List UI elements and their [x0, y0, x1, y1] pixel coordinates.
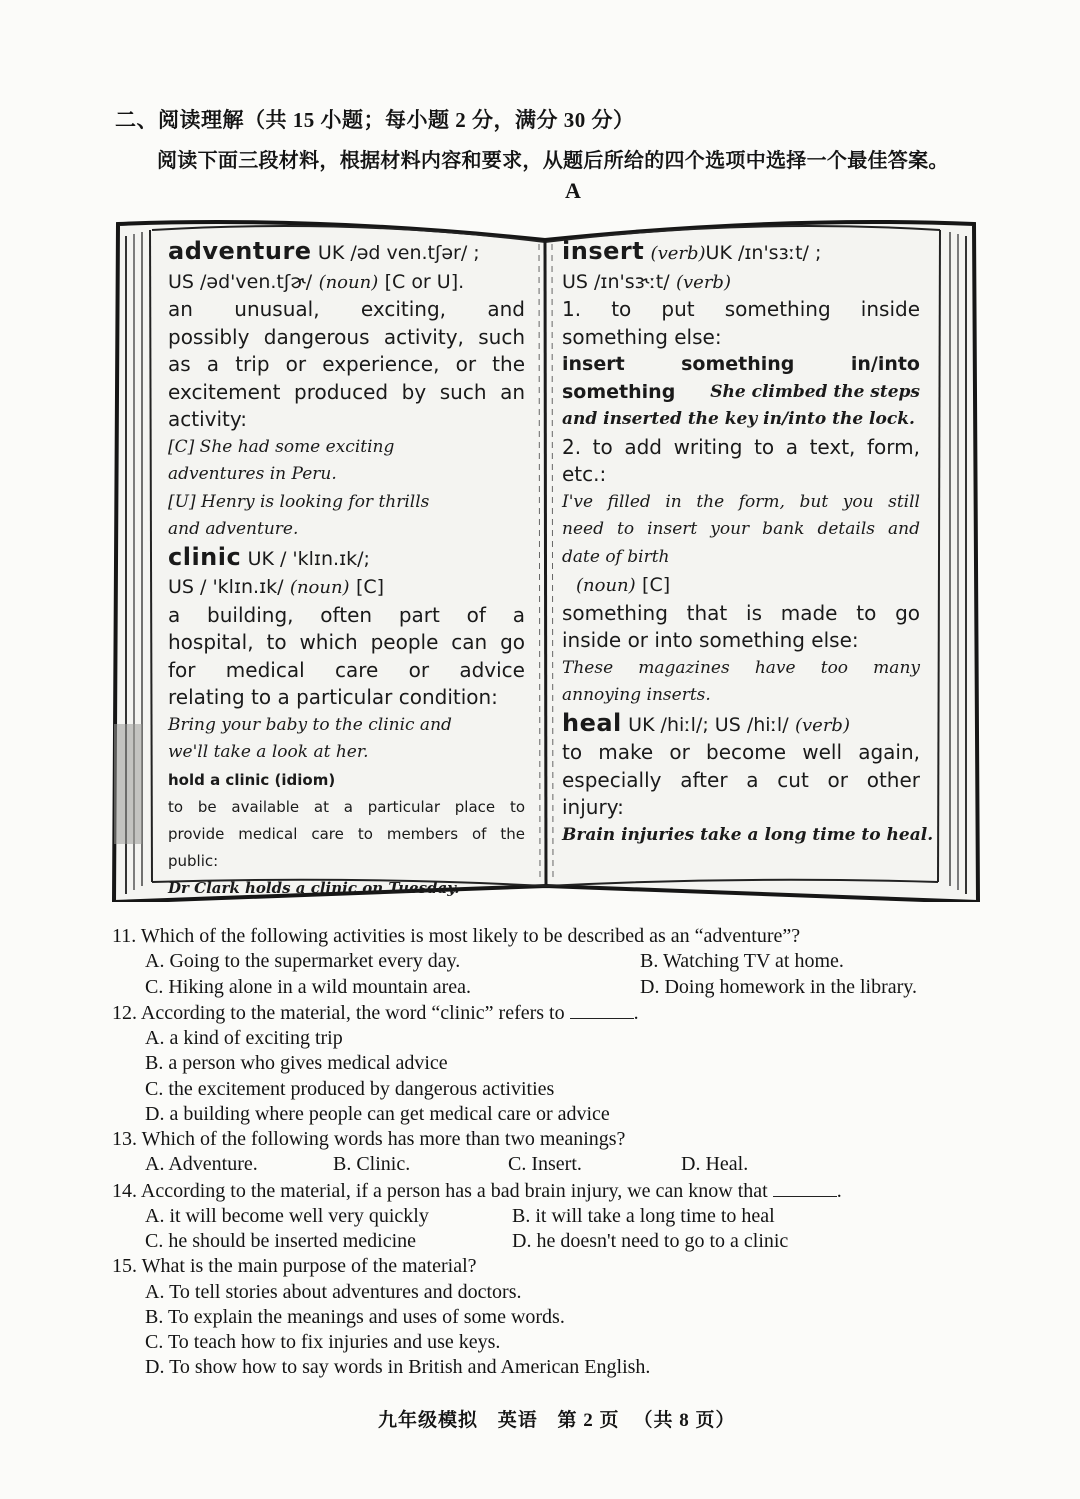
adventure-pos: (noun): [318, 271, 379, 293]
heal-example: Brain injuries take a long time to heal.: [562, 824, 934, 845]
question-stem-line: [112, 1000, 972, 1026]
option: C. he should be inserted medicine: [145, 1230, 417, 1253]
option: D. Doing homework in the library.: [640, 975, 917, 998]
option: A. To tell stories about adventures and doctors.: [145, 1280, 522, 1303]
adventure-example: and adventure.: [168, 519, 299, 539]
option: D. a building where people can get medical care or advice: [145, 1102, 610, 1125]
insert-sense-2: etc.:: [562, 462, 607, 486]
headword-adventure: adventure: [168, 237, 312, 265]
question-list: [112, 924, 972, 1381]
footer-grade: 九年级模拟: [378, 1410, 479, 1431]
insert-sense-2-example: I've filled in the form, but you still: [562, 491, 920, 512]
question-stem: 12. According to the material, the word “clinic” refers to: [112, 1001, 565, 1024]
insert-phrase-line: [562, 379, 920, 407]
insert-phrase-example: and inserted the key in/into the lock.: [562, 409, 915, 429]
insert-phrase-example: She climbed the steps: [710, 381, 920, 402]
insert-noun-line: [562, 571, 920, 600]
option: A. Going to the supermarket every day.: [145, 950, 461, 973]
clinic-definition: hospital, to which people can go: [168, 630, 525, 654]
clinic-us-pron: US / 'klɪn.ɪk/: [168, 576, 284, 598]
adventure-definition: possibly dangerous activity, such: [168, 324, 525, 349]
adventure-definition: as a trip or experience, or the: [168, 352, 525, 376]
question-stem: 13. Which of the following words has more than two meanings?: [112, 1128, 626, 1151]
clinic-grammar: [C]: [355, 576, 385, 598]
section-title: 二、阅读理解（共 15 小题；每小题 2 分，满分 30 分）: [115, 108, 635, 132]
option: D. To show how to say words in British and American English.: [145, 1356, 651, 1379]
entry-heal-header: [562, 710, 920, 740]
dictionary-left-page: [168, 238, 525, 902]
insert-pos: (verb): [650, 243, 706, 264]
clinic-pos: (noun): [289, 577, 350, 598]
heal-pron: UK /hiːl/; US /hiːl/: [628, 713, 789, 736]
insert-noun-example: These magazines have too many: [562, 657, 920, 678]
heal-pos: (verb): [794, 714, 850, 736]
section-instructions: 阅读下面三段材料，根据材料内容和要求，从题后所给的四个选项中选择一个最佳答案。: [157, 150, 949, 172]
clinic-idiom: hold a clinic (idiom): [168, 770, 336, 789]
clinic-example: we'll take a look at her.: [168, 742, 369, 762]
insert-sense-2: 2. to add writing to a text, form,: [562, 434, 920, 459]
option: B. To explain the meanings and uses of some words.: [145, 1306, 565, 1329]
adventure-uk-pron: UK /əd ven.tʃər/ ;: [317, 242, 480, 264]
question-stem-end: .: [836, 1179, 842, 1202]
entry-insert-header: [562, 238, 920, 268]
insert-pos-verb: (verb): [675, 271, 731, 293]
dictionary-right-page: [562, 237, 934, 849]
adventure-us-line: [168, 268, 525, 297]
insert-phrase: insert something in/into: [562, 353, 920, 375]
option: C. To teach how to fix injuries and use keys.: [145, 1331, 501, 1354]
entry-adventure-header: [168, 238, 525, 268]
adventure-definition: excitement produced by such an: [168, 379, 525, 404]
clinic-us-line: [168, 573, 525, 602]
footer-total-pages: （共 8 页）: [633, 1410, 736, 1431]
headword-clinic: clinic: [168, 542, 242, 571]
clinic-idiom-definition: public:: [168, 851, 219, 870]
insert-sense-2-example: date of birth: [562, 546, 670, 567]
adventure-example: adventures in Peru.: [168, 464, 337, 484]
option: D. Heal.: [681, 1153, 749, 1176]
option: C. the excitement produced by dangerous activities: [145, 1077, 555, 1100]
insert-phrase: something: [562, 380, 676, 403]
clinic-idiom-definition: provide medical care to members of the: [168, 824, 525, 843]
answer-blank: [570, 1000, 634, 1019]
dictionary-book: [112, 214, 980, 902]
option: B. Clinic.: [333, 1153, 411, 1176]
adventure-example: [C] She had some exciting: [168, 436, 395, 457]
adventure-example: [U] Henry is looking for thrills: [168, 491, 430, 512]
insert-us-pron: US /ɪn'sɝːt/: [562, 270, 670, 293]
option: D. he doesn't need to go to a clinic: [512, 1230, 789, 1253]
clinic-idiom-definition: to be available at a particular place to: [168, 797, 525, 816]
question-stem-end: .: [633, 1001, 639, 1024]
option-row: [112, 1204, 972, 1229]
footer-page-number: 第 2 页: [557, 1410, 620, 1431]
adventure-definition: activity:: [168, 407, 248, 431]
heal-definition: injury:: [562, 795, 624, 819]
question-stem: 11. Which of the following activities is most likely to be described as an “adventure”?: [112, 925, 801, 947]
clinic-definition: relating to a particular condition:: [168, 685, 498, 709]
option: C. Hiking alone in a wild mountain area.: [145, 975, 472, 998]
clinic-idiom-example: Dr Clark holds a clinic on Tuesday.: [168, 878, 460, 897]
insert-uk-pron: UK /ɪn'sɜːt/ ;: [705, 242, 822, 264]
option-row: [112, 975, 972, 1000]
insert-sense-1: 1. to put something inside: [562, 297, 920, 321]
passage-label: A: [565, 178, 581, 203]
option-row: [112, 1229, 972, 1254]
question-stem: 15. What is the main purpose of the material?: [112, 1255, 477, 1278]
clinic-uk-pron: UK / 'klɪn.ɪk/;: [247, 547, 370, 570]
footer-subject: 英语: [497, 1410, 538, 1431]
insert-noun-grammar: [C]: [642, 574, 671, 596]
adventure-grammar: [C or U].: [384, 270, 465, 293]
answer-blank: [773, 1178, 837, 1197]
clinic-definition: a building, often part of a: [168, 602, 525, 627]
heal-definition: especially after a cut or other: [562, 767, 920, 792]
page-footer: [378, 1405, 750, 1432]
clinic-definition: for medical care or advice: [168, 657, 525, 682]
entry-clinic-header: [168, 544, 525, 574]
option: B. a person who gives medical advice: [145, 1052, 448, 1075]
insert-sense-2-example: need to insert your bank details and: [562, 519, 920, 539]
insert-noun-definition: something that is made to go: [562, 600, 920, 625]
option-row: [112, 949, 972, 974]
adventure-definition: an unusual, exciting, and: [168, 297, 525, 321]
option-row: [112, 1152, 972, 1177]
question-stem: 14. According to the material, if a person has a bad brain injury, we can know that: [112, 1179, 768, 1202]
option: B. Watching TV at home.: [640, 950, 844, 973]
adventure-us-pron: US /əd'ven.tʃɚ/: [168, 270, 313, 293]
insert-noun-example: annoying inserts.: [562, 685, 711, 705]
headword-insert: insert: [562, 237, 645, 265]
insert-us-line: [562, 268, 920, 297]
insert-noun-definition: inside or into something else:: [562, 628, 859, 652]
insert-sense-1: something else:: [562, 324, 722, 349]
option: C. Insert.: [508, 1153, 582, 1176]
option: A. Adventure.: [145, 1153, 258, 1176]
clinic-example: Bring your baby to the clinic and: [168, 714, 452, 735]
option: B. it will take a long time to heal: [512, 1205, 775, 1228]
question-stem-line: [112, 1178, 972, 1204]
insert-noun-pos: (noun): [576, 575, 636, 596]
option: A. a kind of exciting trip: [145, 1027, 343, 1050]
headword-heal: heal: [562, 708, 622, 737]
option: A. it will become well very quickly: [145, 1205, 429, 1228]
heal-definition: to make or become well again,: [562, 740, 920, 764]
